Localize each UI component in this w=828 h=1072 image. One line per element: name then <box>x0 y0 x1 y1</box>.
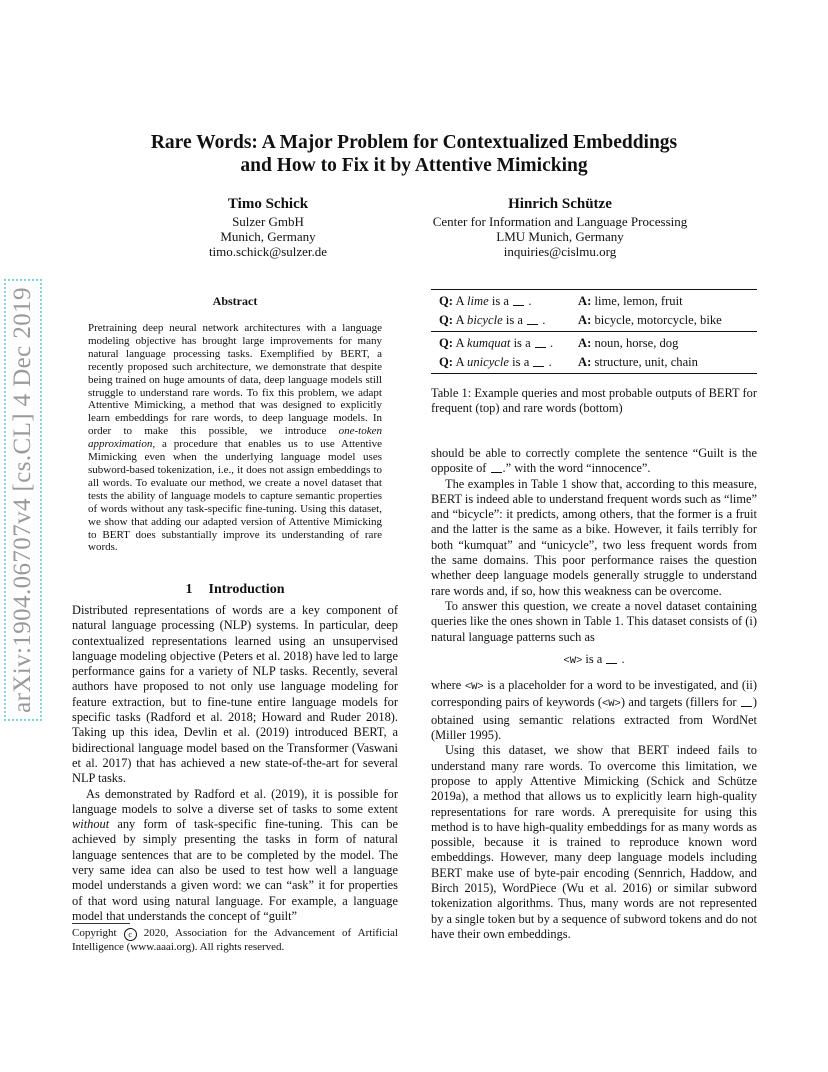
paragraph-text: is a placeholder for a word to be investigated, and (ii) corresponding pairs of keywords ( <box>431 678 757 710</box>
abstract-text-2: , a procedure that enables us to use Attentive Mimicking even when the underlying language model uses subword-based tokenization, i.e., it does not assign embeddings to all words. To evaluate our method, we create a novel dataset that tests the ability of language models to capture semantic properties of words without any task-specific fine-tuning. Using this dataset, we show that adding our adapted version of Attentive Mimicking to BERT does substantially improve its understanding of rare words. <box>88 438 382 554</box>
answer-text: noun, horse, dog <box>594 336 679 350</box>
query-label: Q: <box>439 336 453 350</box>
blank-slot <box>741 696 752 707</box>
query-cell: Q: A bicycle is a . <box>439 312 546 327</box>
author-location: LMU Munich, Germany <box>496 229 624 244</box>
paragraph: The examples in Table 1 show that, according to this measure, BERT is indeed able to understand frequent words such as “lime” and “bicycle”: it predicts, among others, that the former is a fruit and the latter is the same as a bike. However, it fails terribly for both “kumquat” and “unicycle”, two less frequent words from the same domains. This poor performance raises the question whether deep language models generally struggle to understand rare words and, if so, how this weakness can be overcome. <box>431 476 757 598</box>
answer-label: A: <box>578 336 592 350</box>
paragraph-text: ) and targets (fillers for <box>620 695 740 710</box>
abstract-emphasis: one-token approximation <box>88 425 382 451</box>
pattern-token: <W> <box>464 681 484 694</box>
copyright-icon: c <box>124 928 137 941</box>
paragraph-text: where <box>431 678 465 693</box>
answer-cell <box>578 311 722 330</box>
query-cell: Q: A kumquat is a . <box>439 336 554 350</box>
table-group-frequent <box>431 290 757 331</box>
pattern-token: <W> <box>601 698 621 711</box>
author-name: Hinrich Schütze <box>508 196 612 212</box>
abstract-body <box>88 322 382 554</box>
title-line-1: Rare Words: A Major Problem for Contextualized Embeddings <box>150 132 678 153</box>
author-email: timo.schick@sulzer.de <box>208 244 328 259</box>
copyright-footnote <box>72 927 398 955</box>
query-mid: is a <box>512 354 530 369</box>
abstract-heading: Abstract <box>212 294 258 308</box>
query-cell: Q: A lime is a . <box>439 294 532 308</box>
abstract-text-1: Pretraining deep neural network architectures with a language modeling objective has brought large improvements for many natural language processing tasks. Exemplified by BERT, a recently proposed such architecture, we demonstrate that despite being trained on huge amounts of data, deep language models still struggle to understand rare words. To fix this problem, we adapt Attentive Mimicking, a method that was designed to explicitly learn embeddings for rare words, to deep language models. In order to make this possible, we introduce <box>88 322 382 438</box>
pattern-example: <W> is a . <box>563 651 625 667</box>
paragraph-text: As demonstrated by Radford et al. (2019), it is possible for language models to solve a diverse set of tasks to some extent <box>72 786 398 816</box>
query-word: kumquat <box>467 336 511 350</box>
section-title: Introduction <box>208 582 285 597</box>
blank-slot <box>533 356 544 367</box>
answer-label: A: <box>578 354 592 369</box>
query-prefix: A <box>455 312 464 327</box>
answer-cell <box>578 292 683 311</box>
paragraph <box>431 446 757 477</box>
table-caption: Table 1: Example queries and most probable outputs of BERT for frequent (top) and rare words (bottom) <box>431 386 757 416</box>
blank-slot <box>535 337 546 348</box>
blank-slot <box>491 462 502 473</box>
paragraph: To answer this question, we create a novel dataset containing queries like the ones shown in Table 1. This dataset consists of (i) natural language patterns such as <box>431 598 757 644</box>
author-affiliation: Sulzer GmbH <box>232 214 304 229</box>
arxiv-stamp <box>4 260 42 740</box>
query-label: Q: <box>439 312 453 327</box>
footnote-text: 2020, Association for the Advancement of Artificial Intelligence (www.aaai.org). All rights reserved. <box>72 927 398 953</box>
query-label: Q: <box>439 294 453 308</box>
query-mid: is a <box>491 294 510 308</box>
query-prefix: A <box>455 354 464 369</box>
answer-text: bicycle, motorcycle, bike <box>594 312 722 327</box>
arxiv-identifier: arXiv:1904.06707v4 [cs.CL] 4 Dec 2019 <box>4 279 42 721</box>
title-line-2: and How to Fix it by Attentive Mimicking <box>240 155 588 176</box>
pattern-token: <W> <box>563 654 583 667</box>
table-bottom-rule <box>431 373 757 374</box>
author-affiliation: Center for Information and Language Processing <box>432 214 688 229</box>
paragraph <box>72 787 398 925</box>
section-number: 1 <box>185 582 193 597</box>
table-row <box>431 334 757 353</box>
query-cell: Q: A unicycle is a . <box>439 354 552 369</box>
paragraph-text: .” with the word “innocence”. <box>502 461 651 476</box>
blank-slot <box>513 295 524 306</box>
query-mid: is a <box>505 312 523 327</box>
query-word: unicycle <box>467 354 509 369</box>
paragraph-text: ) obtained using semantic relations extracted from WordNet (Miller 1995). <box>431 695 757 743</box>
pattern-text: is a <box>582 651 606 666</box>
query-word: bicycle <box>467 312 503 327</box>
author-email: inquiries@cislmu.org <box>503 244 617 259</box>
table-row <box>431 292 757 311</box>
query-label: Q: <box>439 354 453 369</box>
answer-label: A: <box>578 312 592 327</box>
introduction-body <box>72 603 398 924</box>
footnote-text: Copyright <box>72 927 124 939</box>
blank-slot <box>606 653 617 664</box>
query-mid: is a <box>513 336 531 350</box>
query-prefix: A <box>455 336 464 350</box>
table-1 <box>431 289 757 374</box>
author-name: Timo Schick <box>227 196 309 212</box>
answer-label: A: <box>578 294 592 308</box>
answer-text: lime, lemon, fruit <box>594 294 683 308</box>
footnote-rule <box>72 923 130 924</box>
paragraph <box>431 678 757 743</box>
answer-cell <box>578 353 698 372</box>
right-column-body <box>431 446 757 942</box>
section-heading-introduction <box>72 582 398 598</box>
author-block-1 <box>168 195 368 259</box>
paragraph: Distributed representations of words are a key component of natural language processing (NLP) systems. In particular, deep contextualized representations learned using an unsupervised language modeling objective (Peters et al. 2018) have led to large performance gains for a variety of NLP tasks. Recently, several authors have proposed to not only use language modeling for feature extraction, but to fine-tune entire language models for specific tasks (Radford et al. 2018; Howard and Ruder 2018). Taking up this idea, Devlin et al. (2019) introduced BERT, a bidirectional language model based on the Transformer (Vaswani et al. 2017) that has achieved a new state-of-the-art for several NLP tasks. <box>72 603 398 786</box>
table-group-rare <box>431 332 757 373</box>
query-prefix: A <box>455 294 464 308</box>
paragraph-emphasis: without <box>72 817 110 832</box>
table-row <box>431 311 757 330</box>
answer-text: structure, unit, chain <box>594 354 698 369</box>
paragraph-text: any form of task-specific fine-tuning. This can be achieved by simply presenting the tasks in form of natural language sentences that are to be completed by the model. The very same idea can also be used to test how well a language model understands a given word: we can “ask” it for properties of that word using natural language. For example, a language model that understands the concept of “guilt” <box>72 817 398 923</box>
query-word: lime <box>467 294 489 308</box>
table-row <box>431 353 757 372</box>
author-location: Munich, Germany <box>220 229 316 244</box>
answer-cell <box>578 334 678 353</box>
paragraph-text: should be able to correctly complete the sentence “Guilt is the opposite of <box>431 446 757 476</box>
author-block-2 <box>410 195 710 259</box>
blank-slot <box>527 314 538 325</box>
paper-title <box>80 131 748 177</box>
paragraph: Using this dataset, we show that BERT indeed fails to understand many rare words. To overcome this limitation, we propose to apply Attentive Mimicking (Schick and Schütze 2019a), a method that allows us to explicitly learn high-quality representations for rare words. A prerequisite for using this method is to have high-quality embeddings for as many words as possible, because it is trained to reproduce known word embeddings. However, many deep language models including BERT make use of byte-pair encoding (Sennrich, Haddow, and Birch 2015), WordPiece (Wu et al. 2016) or similar subword tokenization algorithms. Thus, many words are not represented by a single token but by a sequence of subword tokens and do not have their own embeddings. <box>431 743 757 941</box>
